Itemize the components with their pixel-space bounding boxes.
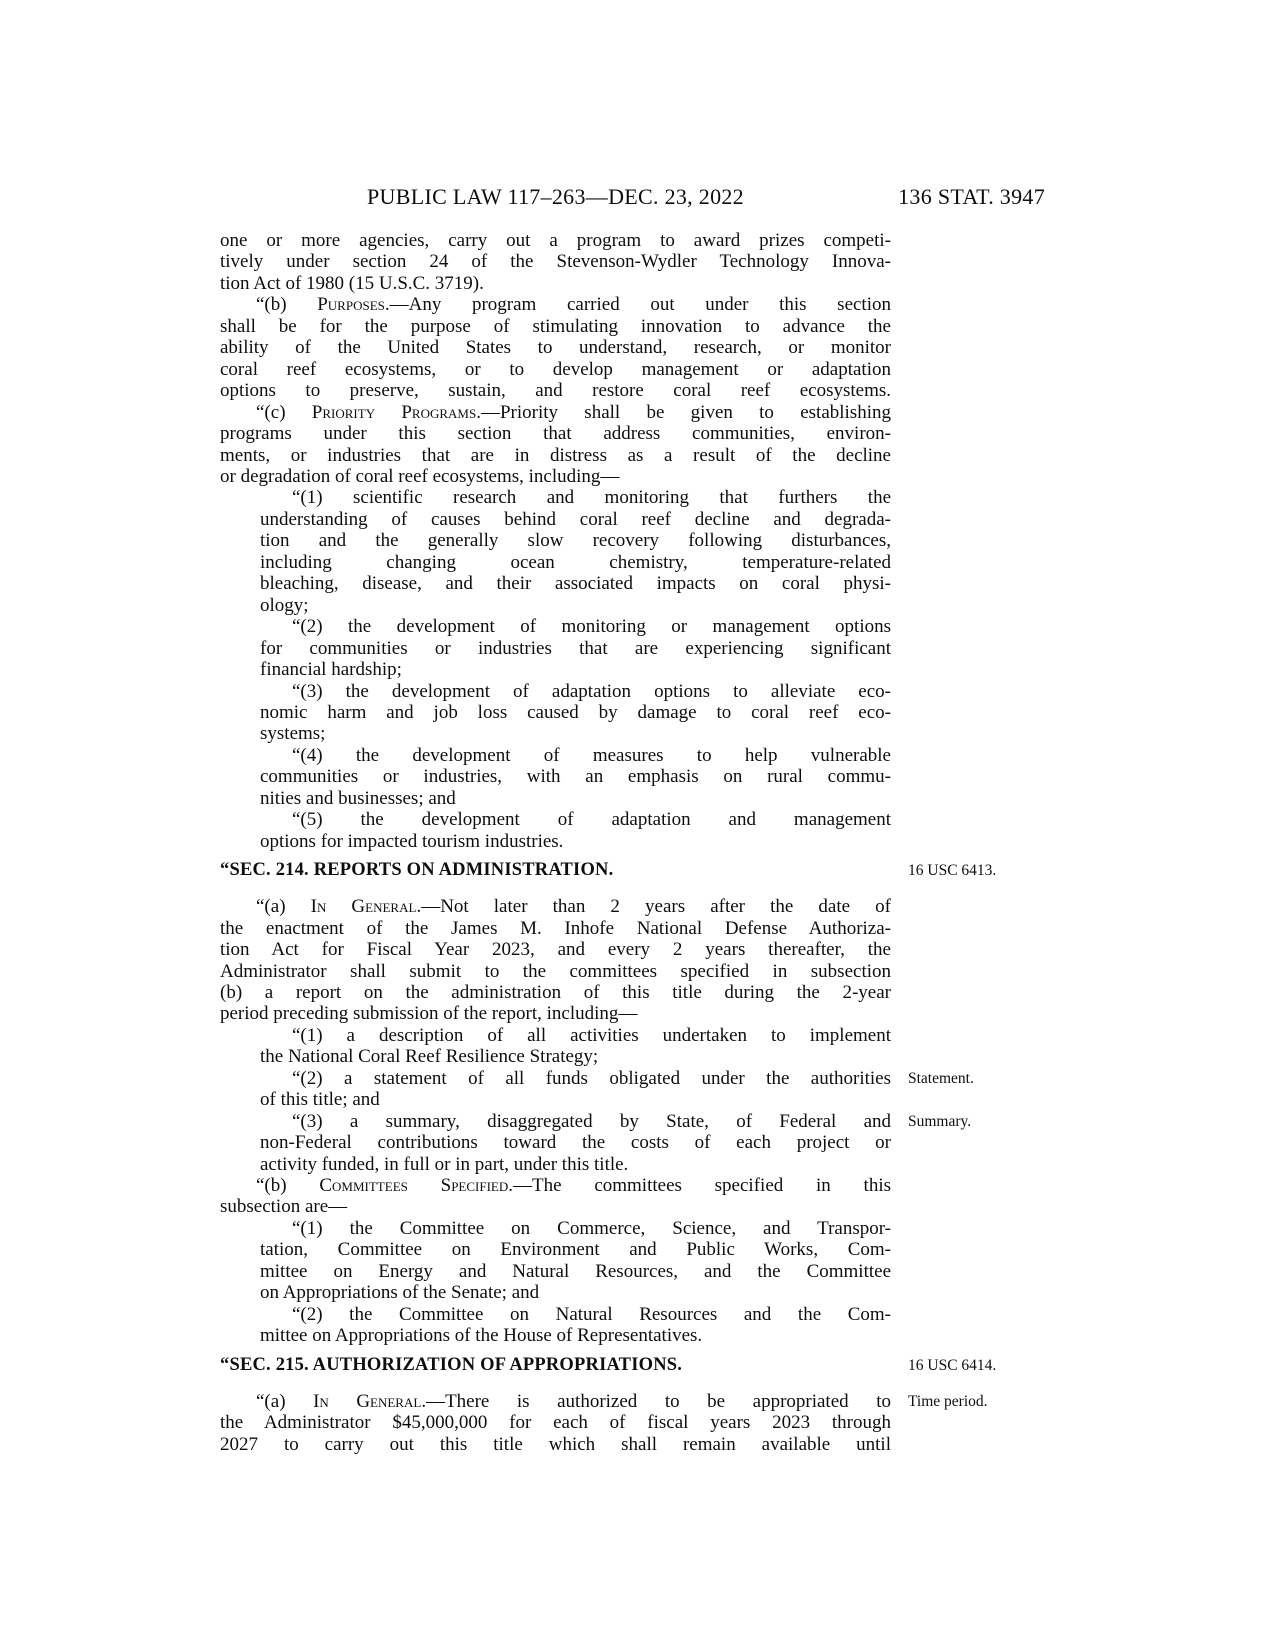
text-line: tively under section 24 of the Stevenson-Wydler Technology Innova-: [220, 251, 891, 273]
text-line: ology;: [260, 594, 309, 616]
text-line: the Administrator $45,000,000 for each of fiscal years 2023 through: [220, 1412, 891, 1434]
page-header: [220, 184, 1045, 210]
paragraph: [220, 294, 891, 401]
text-line: “(2) a statement of all funds obligated under the authorities Statement.: [220, 1068, 891, 1089]
paragraph: [220, 1025, 891, 1068]
text-line: tion Act of 1980 (15 U.S.C. 3719).: [220, 272, 484, 294]
text-line: non-Federal contributions toward the costs of each project or: [260, 1132, 891, 1154]
paragraph: [220, 402, 891, 488]
paragraph: [220, 1304, 891, 1347]
text-line: “(a) In General.—Not later than 2 years after the date of: [256, 896, 891, 918]
text-line: “(1) a description of all activities undertaken to implement: [292, 1024, 891, 1046]
text-line: “(2) the Committee on Natural Resources and the Com-: [292, 1303, 891, 1325]
paragraph: [220, 1218, 891, 1304]
paragraph: [220, 1067, 974, 1111]
paragraph: [220, 745, 891, 809]
text-line: shall be for the purpose of stimulating innovation to advance the: [220, 315, 891, 337]
section-heading: [220, 1353, 997, 1377]
text-line: “(b) Purposes.—Any program carried out under this section: [256, 294, 891, 316]
text-line: subsection are—: [220, 1196, 348, 1218]
text-line: nities and businesses; and: [260, 787, 456, 809]
paragraph: [220, 230, 891, 294]
text-line: one or more agencies, carry out a program to award prizes competi-: [220, 230, 891, 251]
stat-page-number: 136 STAT. 3947: [898, 184, 1045, 209]
text-line: “(a) In General.—There is authorized to be appropriated to Time period.: [220, 1391, 891, 1412]
text-line: “(2) the development of monitoring or management options: [292, 616, 891, 638]
text-line: or degradation of coral reef ecosystems, including—: [220, 465, 620, 487]
text-line: “(1) the Committee on Commerce, Science, and Transpor-: [292, 1217, 891, 1239]
text-line: nomic harm and job loss caused by damage to coral reef eco-: [260, 701, 891, 723]
text-line: “(4) the development of measures to help vulnerable: [292, 744, 891, 766]
paragraph: [220, 1175, 891, 1218]
text-line: mittee on Energy and Natural Resources, and the Committee: [260, 1260, 891, 1282]
text-line: systems;: [260, 723, 326, 745]
text-line: of this title; and: [260, 1089, 380, 1111]
paragraph: [220, 616, 891, 680]
text-line: “(3) the development of adaptation options to alleviate eco-: [292, 680, 891, 702]
section-heading-text: “SEC. 215. AUTHORIZATION OF APPROPRIATIONS.: [220, 1354, 683, 1375]
paragraph: [220, 1110, 972, 1175]
text-line: tion Act for Fiscal Year 2023, and every 2 years thereafter, the: [220, 939, 891, 961]
text-line: programs under this section that address communities, environ-: [220, 423, 891, 445]
text-line: the National Coral Reef Resilience Strategy;: [260, 1046, 599, 1068]
text-line: bleaching, disease, and their associated impacts on coral physi-: [260, 573, 891, 595]
text-line: (b) a report on the administration of this title during the 2-year: [220, 981, 891, 1003]
section-heading: [220, 858, 997, 882]
margin-note: Statement.: [908, 1069, 974, 1087]
margin-note: 16 USC 6413.: [908, 862, 997, 880]
paragraph: [220, 681, 891, 745]
margin-note: 16 USC 6414.: [908, 1356, 997, 1374]
margin-note: Summary.: [908, 1112, 972, 1130]
text-line: “(5) the development of adaptation and management: [292, 809, 891, 831]
text-line: “(c) Priority Programs.—Priority shall be given to establishing: [256, 401, 891, 423]
text-line: options for impacted tourism industries.: [260, 830, 564, 852]
text-line: coral reef ecosystems, or to develop management or adaptation: [220, 358, 891, 380]
section-heading-text: “SEC. 214. REPORTS ON ADMINISTRATION.: [220, 860, 614, 881]
text-line: mittee on Appropriations of the House of Representatives.: [260, 1325, 703, 1347]
text-line: “(1) scientific research and monitoring that furthers the: [292, 487, 891, 509]
text-line: “(3) a summary, disaggregated by State, of Federal and Summary.: [220, 1111, 891, 1132]
text-line: options to preserve, sustain, and restore coral reef ecosystems.: [220, 380, 891, 402]
text-line: Administrator shall submit to the committees specified in subsection: [220, 960, 891, 982]
text-line: communities or industries, with an emphasis on rural commu-: [260, 766, 891, 788]
text-line: understanding of causes behind coral reef decline and degrada-: [260, 508, 891, 530]
text-line: tion and the generally slow recovery following disturbances,: [260, 530, 891, 552]
paragraph: [220, 1390, 988, 1455]
text-line: financial hardship;: [260, 659, 402, 681]
text-line: tation, Committee on Environment and Public Works, Com-: [260, 1239, 891, 1261]
text-line: for communities or industries that are experiencing significant: [260, 637, 891, 659]
text-line: ability of the United States to understand, research, or monitor: [220, 337, 891, 359]
text-line: including changing ocean chemistry, temperature-related: [260, 551, 891, 573]
margin-note: Time period.: [908, 1392, 988, 1410]
paragraph: [220, 487, 891, 616]
text-line: on Appropriations of the Senate; and: [260, 1282, 540, 1304]
text-line: “(b) Committees Specified.—The committees specified in this: [256, 1175, 892, 1197]
text-line: ments, or industries that are in distress as a result of the decline: [220, 444, 891, 466]
paragraph: [220, 809, 891, 852]
law-title: PUBLIC LAW 117–263—DEC. 23, 2022: [367, 184, 744, 209]
text-line: the enactment of the James M. Inhofe National Defense Authoriza-: [220, 917, 891, 939]
document-body: [220, 230, 997, 1455]
text-line: activity funded, in full or in part, under this title.: [260, 1153, 629, 1175]
paragraph: [220, 896, 891, 1025]
text-line: 2027 to carry out this title which shall remain available until: [220, 1433, 891, 1455]
text-line: period preceding submission of the report, including—: [220, 1003, 638, 1025]
